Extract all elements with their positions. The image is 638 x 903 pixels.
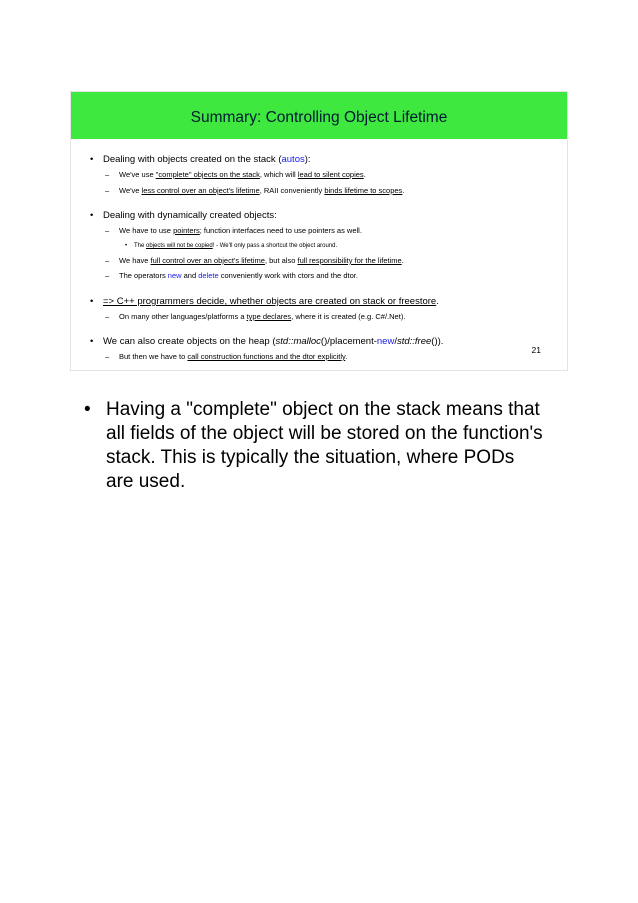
sub-bullet-full-control	[105, 255, 404, 267]
underlined-text: => C++ programmers decide, whether objects are created on stack or freestore	[103, 296, 437, 307]
underlined-text: less control over an object's lifetime	[141, 186, 260, 195]
sub-bullet-other-languages	[105, 311, 406, 323]
text: The operators	[119, 271, 168, 280]
text: The	[134, 243, 147, 249]
bullet-dot: •	[90, 154, 94, 165]
text: We've use	[119, 170, 156, 179]
text: We can also create objects on the heap (	[103, 336, 276, 347]
sub-bullet-pointers	[105, 225, 362, 237]
text: ):	[304, 154, 311, 165]
bullet-dot: •	[90, 336, 94, 347]
underlined-text: objects will not be copied	[146, 243, 213, 249]
bullet-dot: •	[90, 296, 94, 307]
dash-marker: –	[105, 186, 110, 195]
slide-thumbnail	[70, 91, 568, 371]
notes-bullet: •	[84, 399, 91, 420]
underlined-text: pointers	[173, 226, 200, 235]
text: , RAII conveniently	[259, 186, 325, 195]
underlined-text: call construction functions and the dtor explicitly	[187, 352, 346, 361]
underlined-text: full responsibility for the lifetime	[297, 256, 402, 265]
dash-marker: –	[105, 271, 110, 280]
keyword-delete: delete	[198, 271, 219, 280]
text: ; function interfaces need to use pointers as well.	[199, 226, 362, 235]
text: .	[363, 170, 366, 179]
slide-page-number: 21	[531, 345, 541, 355]
bullet-dot: •	[90, 210, 94, 221]
sub-bullet-less-control	[105, 185, 405, 197]
underlined-text: lead to silent copies	[297, 170, 364, 179]
text: and	[181, 271, 199, 280]
keyword-new: new	[376, 336, 395, 347]
text: But then we have to	[119, 352, 188, 361]
bullet-programmers-decide	[90, 296, 439, 308]
notes-text: Having a "complete" object on the stack means that all fields of the object will be stored on the function's stack. This is typically the situation, where PODs are used.	[106, 399, 543, 492]
sub-sub-bullet-not-copied	[125, 240, 338, 252]
text: Dealing with objects created on the stack (	[103, 154, 282, 165]
dash-marker: –	[105, 226, 110, 235]
text: , which will	[259, 170, 298, 179]
text: Dealing with dynamically created objects:	[103, 210, 277, 221]
bullet-dynamic-objects	[90, 210, 277, 222]
dash-marker: –	[105, 352, 110, 361]
text: .	[402, 186, 405, 195]
text: ()).	[431, 336, 444, 347]
underlined-text: binds lifetime to scopes	[324, 186, 403, 195]
text: We've	[119, 186, 142, 195]
text: , but also	[264, 256, 298, 265]
text: We have to use	[119, 226, 174, 235]
dash-marker: –	[105, 256, 110, 265]
sub-bullet-explicit-calls	[105, 351, 348, 363]
sub-bullet-complete-objects	[105, 169, 366, 181]
text: On many other languages/platforms a	[119, 312, 247, 321]
text: We have	[119, 256, 151, 265]
text: conveniently work with ctors and the dtor.	[218, 271, 358, 280]
text: .	[436, 296, 439, 307]
keyword-new: new	[167, 271, 182, 280]
keyword-autos: autos	[281, 154, 305, 165]
text: .	[401, 256, 404, 265]
sub-bullet-new-delete	[105, 270, 358, 282]
text: /	[394, 336, 397, 347]
underlined-text: type declares	[246, 312, 292, 321]
bullet-heap-objects	[90, 336, 444, 348]
underlined-text: full control over an object's lifetime	[150, 256, 265, 265]
slide-header	[71, 92, 567, 139]
italic-text: std::free	[396, 336, 432, 347]
bullet-dot: •	[125, 243, 128, 249]
text: .	[345, 352, 348, 361]
text: ! - We'll only pass a shortcut the object around.	[212, 243, 338, 249]
text: , where it is created (e.g. C#/.Net).	[291, 312, 406, 321]
dash-marker: –	[105, 312, 110, 321]
dash-marker: –	[105, 170, 110, 179]
bullet-stack-objects	[90, 154, 311, 166]
slide-title: Summary: Controlling Object Lifetime	[190, 109, 448, 126]
text: ()/placement-	[320, 336, 377, 347]
italic-text: std::malloc	[275, 336, 321, 347]
underlined-text: "complete" objects on the stack	[155, 170, 260, 179]
